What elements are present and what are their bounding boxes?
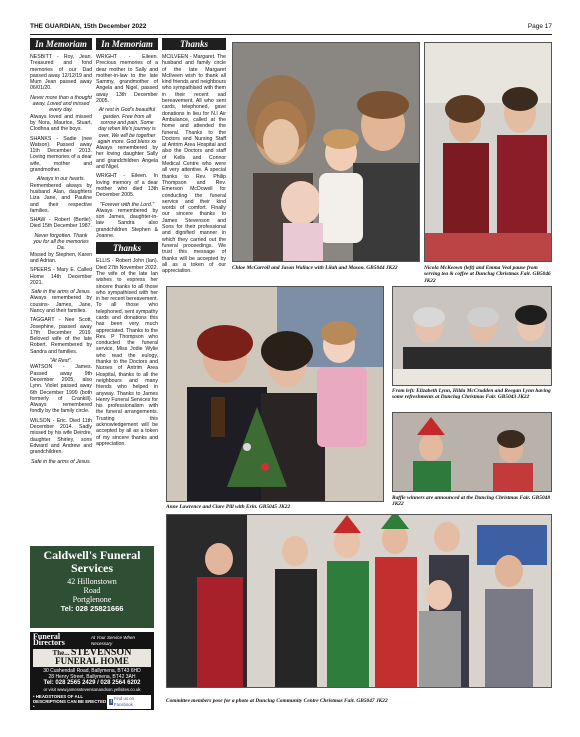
stevenson-website: or visit www.jamesstevensonandson.yellsites.co.uk xyxy=(43,687,141,692)
thanks-heading: Thanks xyxy=(96,242,158,254)
verse: Safe in the arms of Jesus. xyxy=(31,458,91,465)
christmas-tree-photo-illustration xyxy=(167,287,384,502)
thanks-heading: Thanks xyxy=(162,38,226,50)
notice-watson: WATSON - James. Passed away 9th December 2005, also Lynn. Violet passed away 6th December 1999 (both formerly of Crankill). Always remembered fondly by the family circle. xyxy=(30,364,92,415)
signature: Always loved and missed by Nora, Maurice, Stuart, Clodhna and the boys. xyxy=(30,113,92,133)
in-memoriam-column-2 xyxy=(96,38,158,478)
caption-raffle: Raffle winners are announced at the Dunclug Christmas Fair. GB5048 JK22 xyxy=(392,495,551,508)
page-number: Page 17 xyxy=(527,23,552,30)
notice-speers: SPEERS - Mary E. Called Home 14th December 2021. xyxy=(30,267,92,286)
caldwell-address-line1: 42 Hillonstown xyxy=(67,577,117,586)
caldwell-telephone: Tel: 028 25821666 xyxy=(60,604,124,613)
stevenson-address-2: 28 Henry Street, Ballymena, BT42 3AH xyxy=(48,674,136,680)
photo-raffle xyxy=(392,412,552,492)
newspaper-dateline: THE GUARDIAN, 15th December 2022 xyxy=(30,23,147,30)
photo-nicola-emma xyxy=(424,42,552,262)
verse: Always in our hearts. xyxy=(36,176,86,183)
notice-shanks: SHANKS - Sadie (nee Watson). Passed away 11th December 2013. Loving memories of a dear wife, mother and grandmother. xyxy=(30,135,92,174)
signature: Always remembered by her loving daughter Sally and grandchildren Angela and Nigel. xyxy=(96,145,158,171)
photo-anne-clare-erin xyxy=(166,286,384,502)
facebook-label: Find us on Facebook xyxy=(113,695,134,707)
verse: "At Rest". xyxy=(49,358,73,365)
in-memoriam-column-1 xyxy=(30,38,92,538)
signature: Remembered always by husband Alan, daughters Liza Jane, and Pauline and their respective families. xyxy=(30,182,92,214)
facebook-badge[interactable] xyxy=(107,695,151,709)
stevenson-the: The... xyxy=(52,649,70,657)
caldwell-name: Caldwell's Funeral Services xyxy=(43,548,141,575)
stevenson-name: STEVENSON xyxy=(70,647,132,658)
in-memoriam-heading: In Memoriam xyxy=(96,38,158,50)
refreshments-illustration xyxy=(393,287,552,386)
funeral-directors-title: Funeral Directors xyxy=(33,632,65,647)
signature: Missed by Stephen, Karen and Adrian. xyxy=(30,251,92,264)
notice-wright: WRIGHT - Eileen. In loving memory of a dear mother who died 13th December 2005. xyxy=(96,173,158,199)
stevenson-funeral-ad xyxy=(30,632,154,710)
stevenson-footer xyxy=(33,694,151,709)
family-photo-illustration xyxy=(233,43,420,262)
stevenson-funeral-home: FUNERAL HOME xyxy=(55,656,129,666)
thanks-column xyxy=(162,38,226,278)
notice-mcilveen: MCILVEEN - Margaret. The husband and family circle of the late Margaret McIlveen wish to thank all kind friends and neighbours who sympathised with them in their recent sad bereavement. All who sent cards, telephoned, gave donations in lieu for N.I Air Ambulance, called at the home and attended the funeral. Thanks to the Doctors and Nursing Staff at Antrim Area Hospital and also the Doctors and staff of Kells and Connor Medical Centre who were all very attentive. A special thanks to Rev. Philip Thompson and Rev. Emerson McDowell for conducting the funeral service and their kind words of comfort. Finally our sincere thanks to James Stevenson and Sons for their professional and dignified manner in which they carried out the funeral proceedings. We trust this message of thanks will be accepted by all as a token of our appreciation. xyxy=(162,54,226,275)
notice-wright: WRIGHT - Eileen. Precious memories of a dear mother to Sally and mother-in-law to the late Sammy, grandmother of Angela and Nigel, passed away 13th December 2005. xyxy=(96,54,158,105)
page-header xyxy=(30,23,552,35)
verse: Never forgotten. Thank you for all the memories Da. xyxy=(33,232,89,252)
raffle-illustration xyxy=(393,413,552,492)
photo-chloe-jason-family xyxy=(232,42,420,262)
notice-shaw: SHAW - Robert (Bertie). Died 15th December 1987. xyxy=(30,217,92,230)
caldwell-address-line3: Portglenone xyxy=(72,595,112,604)
caldwell-funeral-ad xyxy=(30,546,154,628)
funeral-directors-subtitle: At Your Service When Necessary xyxy=(91,635,135,646)
caption-nicola: Nicola McKeown (left) and Emma Veal pause from serving tea & coffee at Dunclug Christmas Fair. GB5046 JK22 xyxy=(424,265,551,284)
signature: Always remembered by cousins- James, Jane, Nancy and their families. xyxy=(30,295,92,314)
facebook-icon: f xyxy=(110,698,112,704)
verse: "Forever with the Lord." xyxy=(99,201,155,208)
caption-chloe: Chloe McCarroll and Jason Wallace with Lilah and Mason. GB5044 JK22 xyxy=(232,265,398,271)
caption-committee: Committee members pose for a photo at Dunclug Community Centre Christmas Fair. GB5047 JK22 xyxy=(166,698,388,704)
stevenson-telephone: Tel: 028 2565 2429 / 028 2564 6202 xyxy=(43,680,141,686)
notice-nesbitt: NESBITT - Roy, Jean. Treasured and fond memories of our Dad passed away 12/12/19 and Mum Jean passed away 06/01/20. xyxy=(30,54,92,92)
caldwell-address-line2: Road xyxy=(83,586,101,595)
notice-wilson: WILSON - Eric. Died 11th December 2014. Sadly missed by his wife Deirdre, daughter Shirley, sons Edward and Andrew and grandchildren. xyxy=(30,417,92,456)
committee-illustration xyxy=(167,515,552,688)
stevenson-banner xyxy=(33,649,151,667)
photo-refreshments xyxy=(392,286,552,386)
notice-ellis: ELLIS - Robert John (Ian). Died 27th November 2022. The wife of the late Ian wishes to express her sincere thanks to all those who sympathised with her in her recent bereavement. To all those who telephoned, sent sympathy cards and donations this has been very much appreciated. Thanks to the Rev. P Thompson who conducted the funeral service, Miss Jodie Wylie who read the eulogy, thanks to the Doctors and Nurses of Antrim Area Hospital, thanks to all the neighbours and many friends who helped in anyway. Thanks to James Henry Funeral Services for his professionalism with the funeral arrangements. Trusting this acknowledgement will be accepted by all as a token of my sincere thanks and appreciation. xyxy=(96,258,158,447)
in-memoriam-heading: In Memoriam xyxy=(30,38,92,50)
verse: At rest in God's beautiful garden. Free from all sorrow and pain. Some day when life's journey is over, We will be together again more. God bless xx xyxy=(97,107,157,145)
caption-elizabeth: From left: Elizabeth Lynn, Hilda McCrudden and Reegan Lynn having some refreshments at Dunclug Christmas Fair. GB5043 JK22 xyxy=(392,388,551,401)
photo-committee xyxy=(166,514,552,688)
headstones-text: • HEADSTONES OF ALL DESCRIPTIONS CAN BE ERECTED • xyxy=(33,694,107,709)
caption-anne: Anne Lawrence and Clare Pill with Erin. GB5045 JK22 xyxy=(166,504,291,510)
funeral-directors-header xyxy=(33,634,151,647)
verse: Never more than a thought away. Loved and missed every day. xyxy=(30,94,92,114)
stevenson-address-1: 30 Cushendall Road, Ballymena, BT43 6HD xyxy=(43,668,141,674)
notice-taggart: TAGGART - Nee Scott, Josephine, passed away 17th December 2019. Beloved wife of the late Robert. Remembered by Sandra and families. xyxy=(30,317,92,355)
verse: Safe in the arms of Jesus. xyxy=(31,289,91,296)
signature: Always remembered by son James, daughter-in-law Sandra also grandchildren Stephen & Joanne. xyxy=(96,207,158,240)
tea-servers-illustration xyxy=(425,43,552,262)
